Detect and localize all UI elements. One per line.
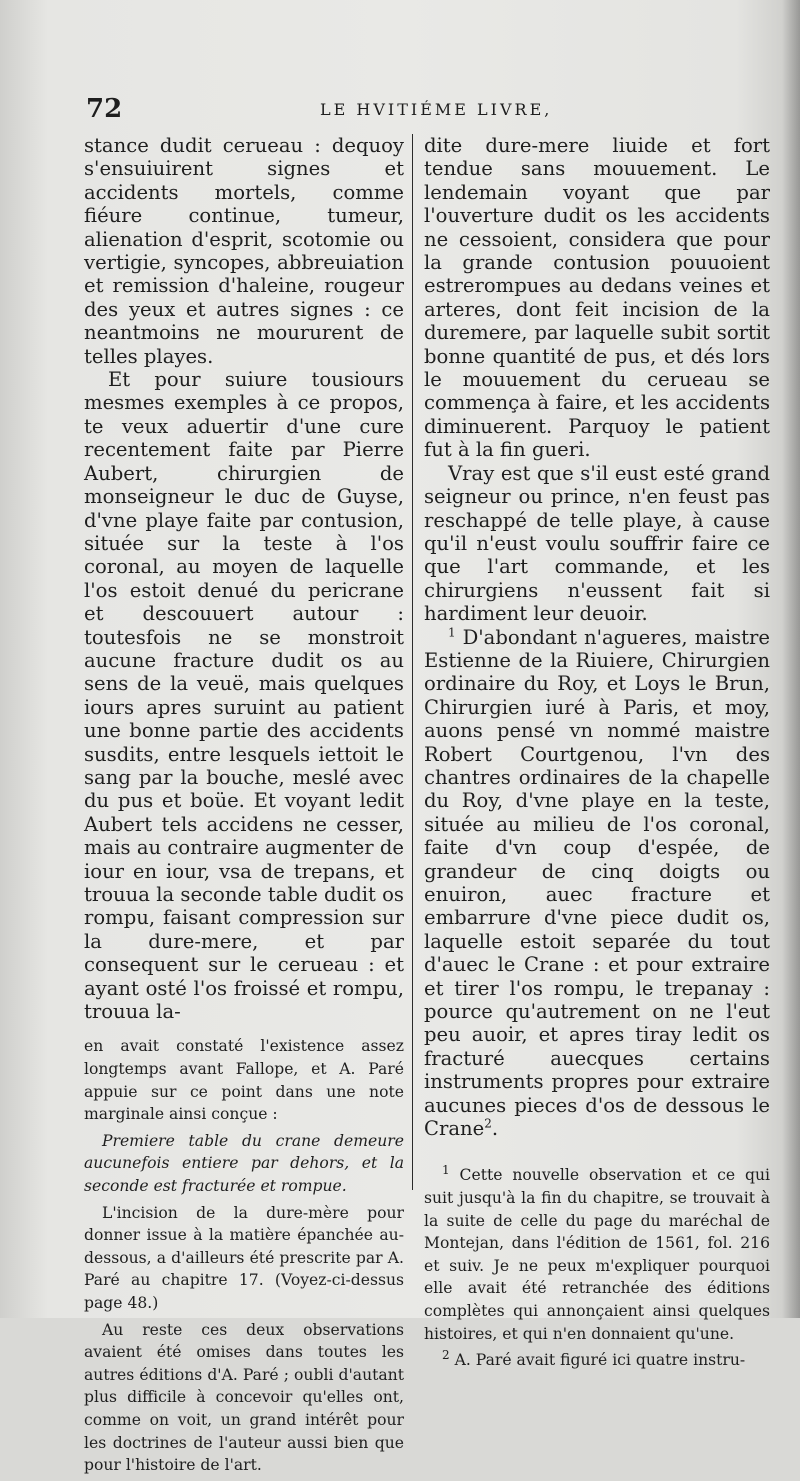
page-edge-shadow bbox=[782, 0, 800, 1318]
right-body-text bbox=[424, 134, 770, 1140]
footnote-marker: 1 bbox=[448, 625, 456, 639]
left-column bbox=[84, 134, 404, 1481]
right-note-1-text: Cette nouvelle observation et ce qui suit jusqu'à la fin du chapitre, se trouvait à la suite de celle du page du maréchal de Montejan, dans l'édition de 1561, fol. 216 et suiv. Je ne peux m'expliquer pourquoi elle avait été retranchée des éditions complètes qui annonçaient ainsi quelques histoires, et qui n'en donnaient qu'une. bbox=[424, 1166, 770, 1343]
page-header bbox=[0, 94, 800, 124]
right-note-2 bbox=[424, 1349, 770, 1372]
left-note-3: L'incision de la dure-mère pour donner issue à la matière épanchée au-dessous, a d'ailleurs été prescrite par A. Paré au chapitre 17. (Voyez-ci-dessus page 48.) bbox=[84, 1203, 404, 1312]
right-paragraph-3: $^1$ D'abondant n'agueres, maistre Estienne de la Riuiere, Chirurgien ordinaire du Roy, et Loys le Brun, Chirurgien iuré à Paris, et moy, auons pensé vn nommé maistre Robert Courtgenou, l'vn des chantres ordinaires de la chapelle du Roy, d'vne playe en la teste, située au milieu de l'os coronal, faite d'vn coup d'espée, de grandeur de cinq doigts ou enuiron, auec fracture et embarrure d'vne piece dudit os, laquelle estoit separée du tout d'auec le Crane : et pour extraire et tirer l'os rompu, le trepanay : pource qu'autrement on ne l'eut peu auoir, et apres tiray ledit os fracturé auecques certains instruments propres pour extraire aucunes pieces d'os de dessous le Crane$^2$. bbox=[424, 625, 770, 1141]
footnote-marker: 2 bbox=[484, 1116, 492, 1131]
right-paragraph-1: dite dure-mere liuide et fort tendue sans mouuement. Le lendemain voyant que par l'ouverture dudit os les accidents ne cessoient, considera que pour la grande contusion pouuoient estrerompues au dedans veines et arteres, dont feit incision de la duremere, par laquelle subit sortit bonne quantité de pus, et dés lors le mouuement du cerueau se commença à faire, et les accidents diminuerent. Parquoy le patient fut à la fin gueri. bbox=[424, 134, 770, 462]
left-note-1: en avait constaté l'existence assez longtemps avant Fallope, et A. Paré appuie sur ce point dans une note marginale ainsi conçue : bbox=[84, 1037, 404, 1124]
left-paragraph-1: stance dudit cerueau : dequoy s'ensuiuirent signes et accidents mortels, comme fiéure continue, tumeur, alienation d'esprit, scotomie ou vertigie, syncopes, abbreuiation et remission d'haleine, rougeur des yeux et autres signes : ce neantmoins ne moururent de telles playes. bbox=[84, 134, 404, 368]
right-paragraph-2: Vray est que s'il eust esté grand seigneur ou prince, n'en feust pas reschappé de telle playe, à cause qu'il n'eust voulu souffrir faire ce que l'art commande, et les chirurgiens n'eussent fait si hardiment leur deuoir. bbox=[424, 461, 770, 626]
left-body-text bbox=[84, 134, 404, 1023]
left-footnotes bbox=[84, 1035, 404, 1476]
left-note-2: Premiere table du crane demeure aucunefois entiere par dehors, et la seconde est fracturée et rompue. bbox=[84, 1131, 404, 1195]
running-head: LE HVITIÉME LIVRE, bbox=[320, 100, 553, 119]
footnote-marker: 1 bbox=[442, 1163, 450, 1178]
right-note-2-text: A. Paré avait figuré ici quatre instru- bbox=[454, 1351, 746, 1370]
right-column bbox=[424, 134, 770, 1376]
left-note-4: Au reste ces deux observations avaient été omises dans toutes les autres éditions d'A. Paré ; oubli d'autant plus difficile à concevoir qu'elles ont, comme on voit, un grand intérêt pour les doctrines de l'auteur aussi bien que pour l'histoire de l'art. bbox=[84, 1320, 404, 1475]
footnote-marker: 2 bbox=[442, 1348, 450, 1363]
column-divider bbox=[412, 134, 413, 1190]
right-note-1 bbox=[424, 1164, 770, 1345]
right-footnotes bbox=[424, 1164, 770, 1371]
page-number: 72 bbox=[86, 94, 123, 124]
left-paragraph-2: Et pour suiure tousiours mesmes exemples à ce propos, te veux aduertir d'une cure recentement faite par Pierre Aubert, chirurgien de monseigneur le duc de Guyse, d'vne playe faite par contusion, située sur la teste à l'os coronal, au moyen de laquelle l'os estoit denué du pericrane et descouuert autour : toutesfois ne se monstroit aucune fracture dudit os au sens de la veuë, mais quelques iours apres suruint au patient une bonne partie des accidents susdits, entre lesquels iettoit le sang par la bouche, meslé avec du pus et boüe. Et voyant ledit Aubert tels accidens ne cesser, mais au contraire augmenter de iour en iour, vsa de trepans, et trouua la seconde table dudit os rompu, faisant compression sur la dure-mere, et par consequent sur le cerueau : et ayant osté l'os froissé et rompu, trouua la- bbox=[84, 368, 404, 1024]
right-paragraph-3-text: D'abondant n'agueres, maistre Estienne de la Riuiere, Chirurgien ordinaire du Roy, et Loys le Brun, Chirurgien iuré à Paris, et moy, auons pensé vn nommé maistre Robert Courtgenou, l'vn des chantres ordinaires de la chapelle du Roy, d'vne playe en la teste, située au milieu de l'os coronal, faite d'vn coup d'espée, de grandeur de cinq doigts ou enuiron, auec fracture et embarrure d'vne piece dudit os, laquelle estoit separée du tout d'auec le Crane : et pour extraire et tirer l'os rompu, le trepanay : pource qu'autrement on ne l'eut peu auoir, et apres tiray ledit os fracturé auecques certains instruments propres pour extraire aucunes pieces d'os de dessous le Crane bbox=[424, 625, 770, 1141]
